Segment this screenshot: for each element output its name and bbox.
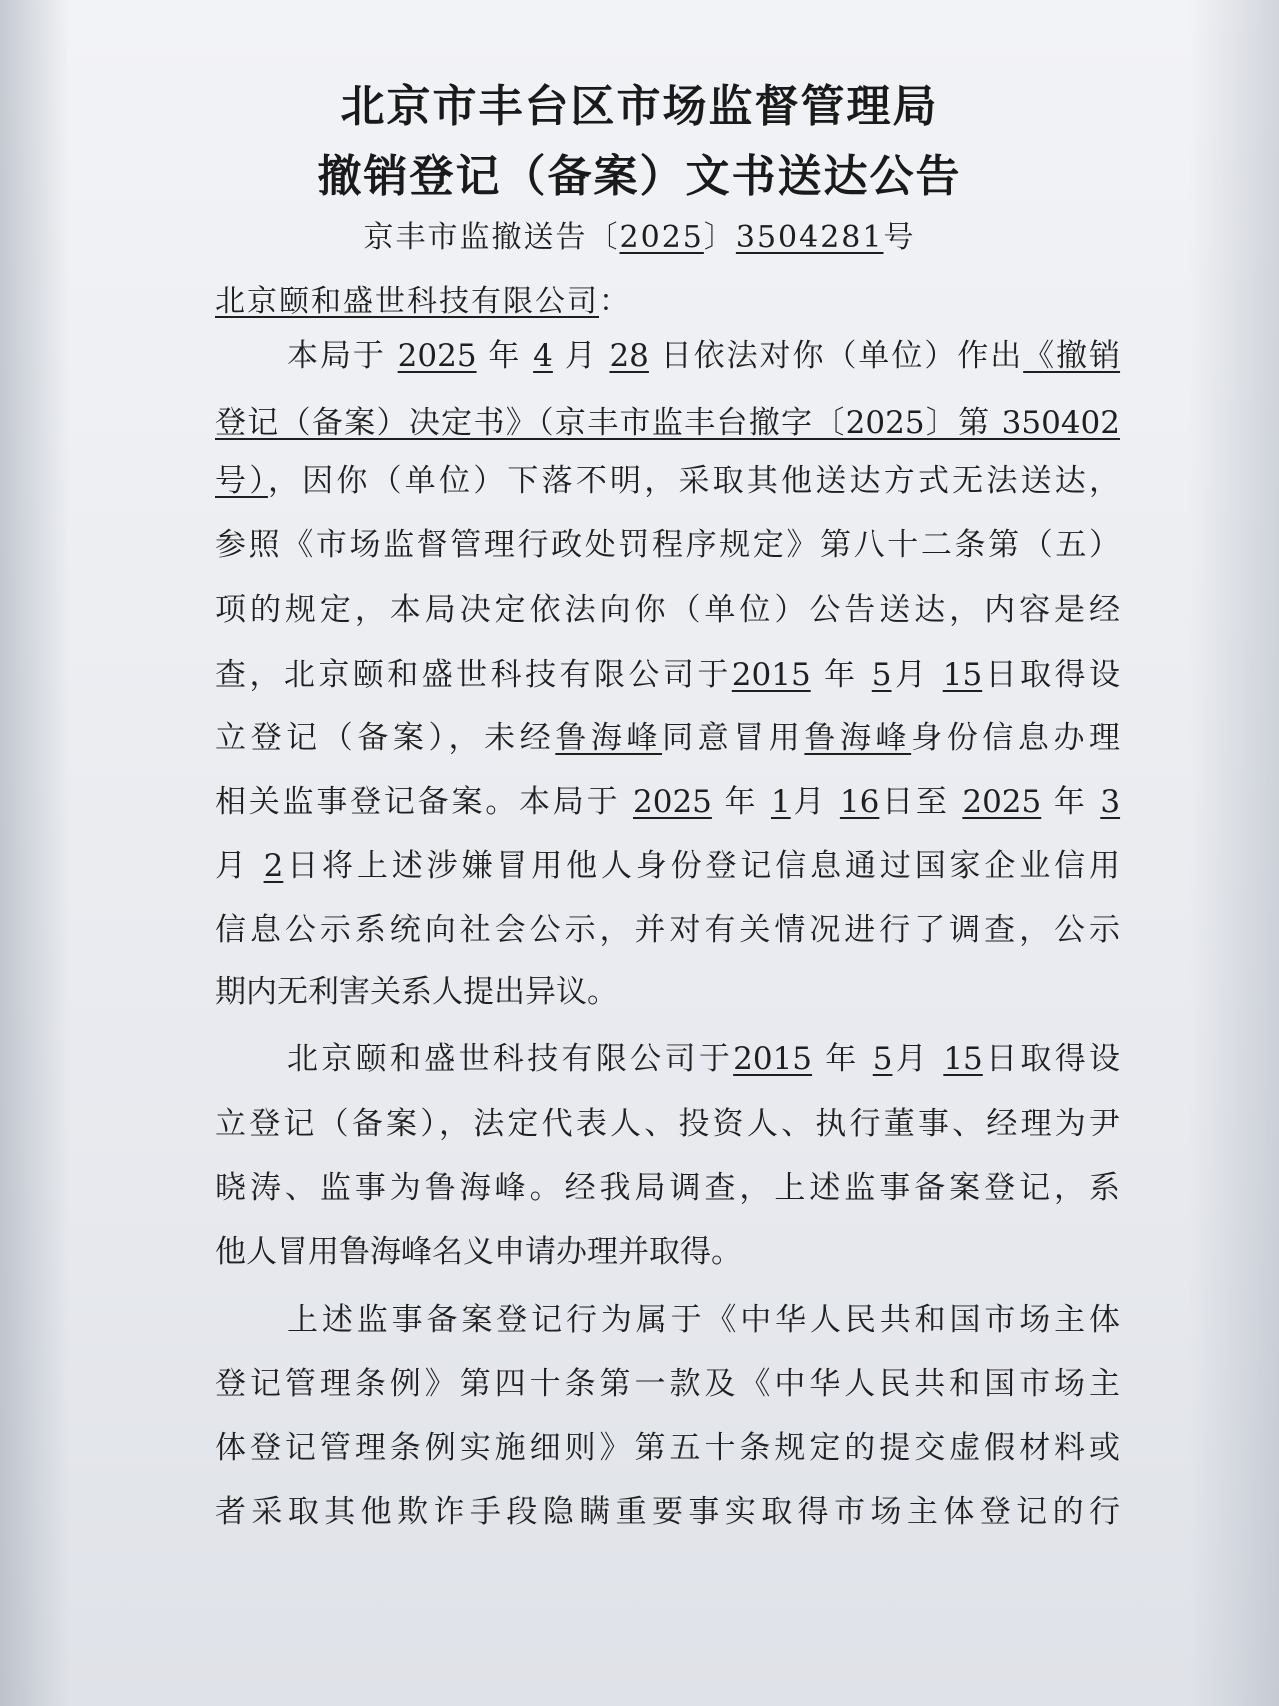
text-span: 立登记（备案），未经 [215, 720, 556, 756]
text-span: 年 [1053, 784, 1088, 820]
p1-line-3 [215, 461, 1120, 501]
date-year: 2025 [397, 338, 477, 374]
p3-line-1: 上述监事备案登记行为属于《中华人民共和国市场主体 [287, 1302, 1120, 1338]
p2-line-4: 他人冒用鲁海峰名义申请办理并取得。 [215, 1234, 742, 1270]
text-span: 查，北京颐和盛世科技有限公司于 [215, 657, 732, 693]
date-day: 28 [609, 338, 649, 374]
p1-line-10: 信息公示系统向社会公示，并对有关情况进行了调查，公示 [215, 912, 1120, 948]
text-span: 日将上述涉嫌冒用他人身份登记信息通过国家企业信用 [283, 848, 1121, 884]
p1-line-11: 期内无利害关系人提出异议。 [215, 974, 618, 1010]
date-month: 3 [1100, 784, 1121, 820]
text-span: 本局于 [287, 338, 386, 374]
text-span: 月 [790, 784, 828, 820]
date-day: 2 [263, 848, 284, 884]
text-span: 北京颐和盛世科技有限公司于 [287, 1041, 734, 1077]
doc-number-mid: 〕 [703, 220, 736, 255]
p1-line-7 [215, 718, 1120, 758]
p3-line-3: 体登记管理条例实施细则》第五十条规定的提交虚假材料或 [215, 1430, 1120, 1466]
p2-line-3: 晓涛、监事为鲁海峰。经我局调查，上述监事备案登记，系 [215, 1170, 1120, 1206]
date-year: 2015 [731, 657, 811, 693]
doc-number-year: 2025 [619, 220, 704, 255]
text-span: 身份信息办理 [911, 720, 1121, 756]
addressee [215, 276, 631, 320]
text-span: 日依法对你（单位）作出 [660, 338, 1024, 374]
title-notice: 撤销登记（备案）文书送达公告 [317, 151, 962, 202]
p1-line-4: 参照《市场监督管理行政处罚程序规定》第八十二条第（五） [215, 527, 1120, 563]
person-name: 鲁海峰 [555, 720, 663, 756]
p2-line-2: 立登记（备案），法定代表人、投资人、执行董事、经理为尹 [215, 1106, 1120, 1142]
date-day: 15 [942, 657, 983, 693]
p1-line-8 [215, 782, 1120, 822]
text-span: 日取得设 [982, 1041, 1121, 1077]
p1-line-1 [287, 336, 1120, 376]
text-span: 年 [488, 338, 522, 374]
text-span: 年 [825, 1041, 860, 1077]
person-name: 鲁海峰 [804, 720, 912, 756]
text-span: 相关监事登记备案。本局于 [215, 784, 621, 820]
date-month: 5 [871, 657, 892, 693]
p1-line-6 [215, 655, 1120, 695]
p1-line-2 [215, 403, 1120, 443]
text-span: ，因你（单位）下落不明，采取其他送达方式无法送达， [267, 463, 1121, 499]
text-span: 月 [891, 657, 930, 693]
decision-title-cont: 登记（备案）决定书》（京丰市监丰台撤字〔2025〕第 350402 [215, 405, 1120, 441]
text-span: 日取得设 [982, 657, 1120, 693]
p1-line-5: 项的规定，本局决定依法向你（单位）公告送达，内容是经 [215, 592, 1120, 628]
date-year: 2025 [962, 784, 1042, 820]
text-span: 年 [824, 657, 859, 693]
date-day: 16 [839, 784, 880, 820]
title-agency: 北京市丰台区市场监督管理局 [340, 81, 939, 132]
text-span: 月 [215, 848, 250, 884]
text-span: 日至 [879, 784, 950, 820]
decision-title: 《撤销 [1023, 338, 1121, 374]
date-year: 2015 [733, 1041, 813, 1077]
date-year: 2025 [633, 784, 712, 820]
doc-number-suffix: 号 [883, 220, 916, 255]
date-month: 5 [872, 1041, 893, 1077]
decision-title-end: 号） [215, 463, 268, 499]
text-span: 同意冒用 [662, 720, 805, 756]
addressee-name: 北京颐和盛世科技有限公司 [215, 284, 599, 319]
p1-line-9 [215, 846, 1120, 886]
date-month: 4 [533, 338, 553, 374]
doc-number-serial: 3504281 [735, 220, 884, 255]
addressee-colon: ： [599, 284, 631, 319]
date-day: 15 [943, 1041, 983, 1077]
p3-line-4: 者采取其他欺诈手段隐瞒重要事实取得市场主体登记的行 [215, 1494, 1120, 1530]
p2-line-1 [287, 1039, 1120, 1079]
doc-number-prefix: 京丰市监撤送告〔 [363, 220, 620, 255]
text-span: 月 [892, 1041, 931, 1077]
text-span: 年 [724, 784, 759, 820]
p3-line-2: 登记管理条例》第四十条第一款及《中华人民共和国市场主 [215, 1366, 1120, 1402]
text-span: 月 [564, 338, 598, 374]
date-month: 1 [770, 784, 791, 820]
document-number [0, 212, 1279, 256]
